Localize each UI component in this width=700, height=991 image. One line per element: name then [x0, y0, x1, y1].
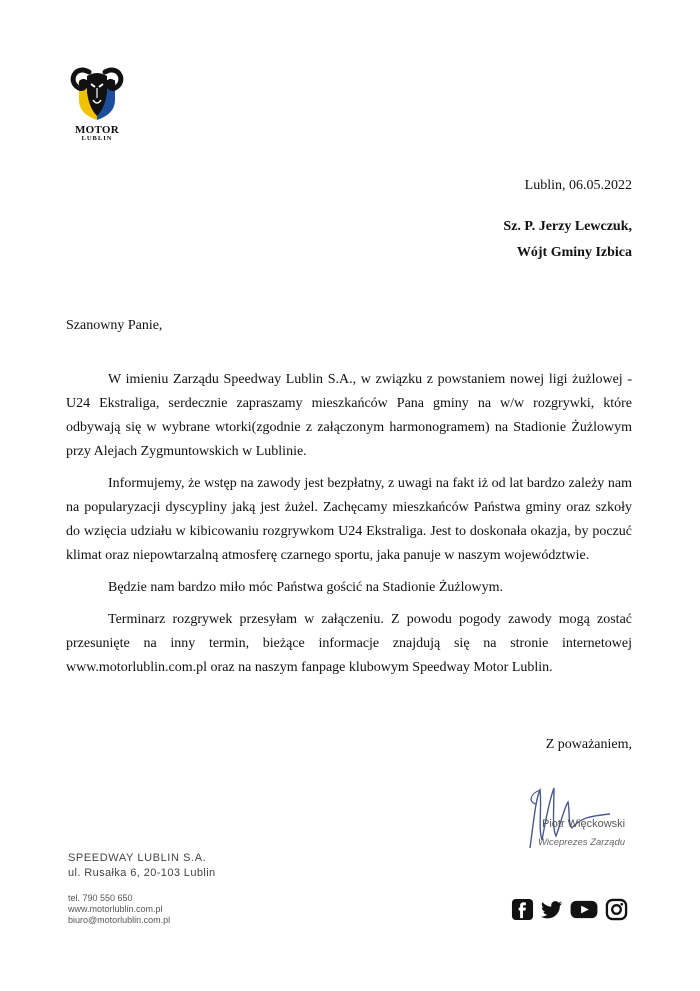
recipient-block — [503, 214, 632, 266]
logo-name: MOTOR — [74, 124, 120, 136]
ram-head-icon — [69, 62, 125, 122]
recipient-title: Wójt Gminy Izbica — [516, 245, 632, 260]
body-paragraph: Będzie nam bardzo miło móc Państwa gościć na Stadionie Żużlowym. — [108, 580, 504, 595]
body-paragraph: W imieniu Zarządu Speedway Lublin S.A., w związku z powstaniem nowej ligi żużlowej - U24 Ekstraliga, serdecznie zapraszamy mieszkańców Pana gminy na w/w rozgrywki, które odbywają się w wybrane wtorki(zgodnie z załączonym harmonogramem) na Stadionie Żużlowym przy Alejach Zygmuntowskich w Lublinie. — [66, 372, 632, 459]
closing: Z poważaniem, — [545, 737, 632, 752]
footer-contact — [68, 893, 216, 926]
letter-date: Lublin, 06.05.2022 — [524, 178, 632, 193]
footer-address: ul. Rusałka 6, 20-103 Lublin — [68, 867, 216, 879]
facebook-icon[interactable] — [511, 898, 534, 921]
signature — [520, 778, 640, 858]
salutation: Szanowny Panie, — [66, 318, 163, 333]
logo-subtitle: LUBLIN — [81, 135, 113, 142]
body-paragraph: Informujemy, że wstęp na zawody jest bezpłatny, z uwagi na fakt iż od lat bardzo zależy nam na popularyzacji dyscypliny jaką jest żużel. Zachęcamy mieszkańców Państwa gminy oraz szkoły do wzięcia udziału w kibicowaniu rozgrywkom U24 Ekstraliga. Jest to doskonała okazja, by poczuć klimat oraz niepowtarzalną atmosferę czarnego sportu, jaka panuje w naszym województwie. — [66, 476, 632, 563]
letter-body — [66, 368, 632, 688]
footer — [68, 851, 216, 926]
recipient-name: Sz. P. Jerzy Lewczuk, — [503, 219, 632, 234]
instagram-icon[interactable] — [605, 898, 628, 921]
footer-website[interactable]: www.motorlublin.com.pl — [68, 904, 163, 914]
body-paragraph: Terminarz rozgrywek przesyłam w załączeniu. Z powodu pogody zawody mogą zostać przesunięte na inny termin, bieżące informacje znajdują się na stronie internetowej www.motorlublin.com.pl oraz na naszym fanpage klubowym Speedway Motor Lublin. — [66, 612, 632, 675]
footer-phone: tel. 790 550 650 — [68, 893, 133, 903]
youtube-icon[interactable] — [569, 898, 599, 921]
twitter-icon[interactable] — [540, 898, 563, 921]
signatory-title: Wiceprezes Zarządu — [538, 837, 626, 848]
signatory-name: Piotr Więckowski — [542, 818, 626, 830]
motor-lublin-logo — [66, 62, 128, 142]
footer-email[interactable]: biuro@motorlublin.com.pl — [68, 915, 171, 925]
social-icons — [511, 898, 628, 921]
footer-company: SPEEDWAY LUBLIN S.A. — [68, 852, 207, 864]
